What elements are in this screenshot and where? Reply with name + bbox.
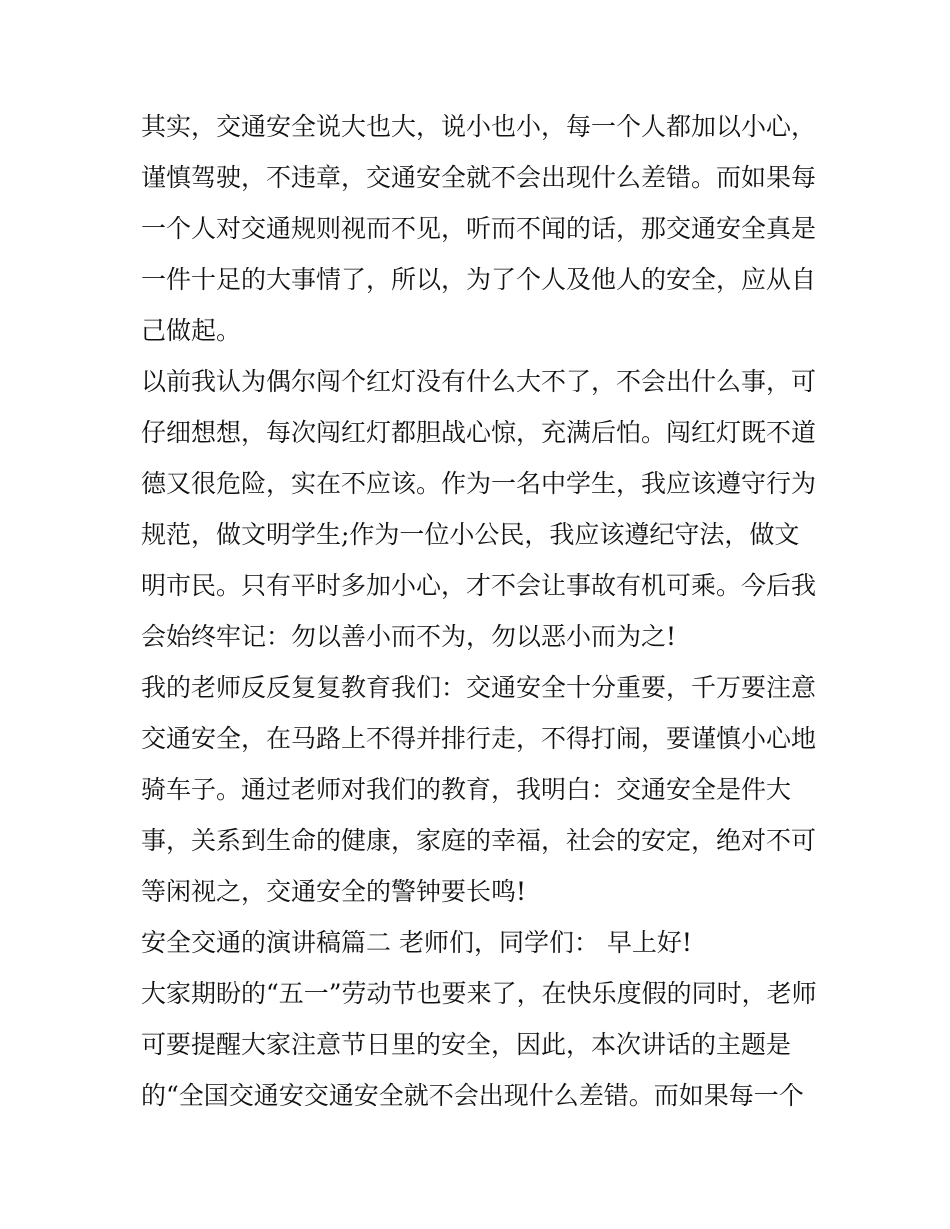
- text-line-15: 事，关系到生命的健康，家庭的幸福，社会的安定，绝对不可: [141, 826, 817, 855]
- text-line-10: 明市民。只有平时多加小心，才不会让事故有机可乘。今后我: [141, 571, 817, 600]
- text-line-11: 会始终牢记：勿以善小而不为，勿以恶小而为之!: [141, 622, 677, 651]
- text-line-5: 己做起。: [141, 316, 242, 345]
- text-line-19: 可要提醒大家注意节日里的安全，因此，本次讲话的主题是: [141, 1030, 792, 1059]
- text-line-17: 安全交通的演讲稿篇二 老师们，同学们： 早上好!: [141, 928, 692, 957]
- text-line-12: 我的老师反反复复教育我们：交通安全十分重要，千万要注意: [141, 673, 817, 702]
- text-line-18: 大家期盼的“五一”劳动节也要来了，在快乐度假的同时，老师: [141, 979, 817, 1008]
- text-line-4: 一件十足的大事情了，所以，为了个人及他人的安全，应从自: [141, 265, 817, 294]
- text-line-16: 等闲视之，交通安全的警钟要长鸣!: [141, 877, 527, 906]
- text-line-2: 谨慎驾驶，不违章，交通安全就不会出现什么差错。而如果每: [141, 163, 817, 192]
- text-line-8: 德又很危险，实在不应该。作为一名中学生，我应该遵守行为: [141, 469, 817, 498]
- text-line-20: 的“全国交通安交通安全就不会出现什么差错。而如果每一个: [141, 1081, 804, 1110]
- text-line-3: 一个人对交通规则视而不见，听而不闻的话，那交通安全真是: [141, 214, 817, 243]
- text-line-13: 交通安全，在马路上不得并排行走，不得打闹，要谨慎小心地: [141, 724, 817, 753]
- text-line-7: 仔细想想，每次闯红灯都胆战心惊，充满后怕。闯红灯既不道: [141, 418, 817, 447]
- text-line-9: 规范，做文明学生;作为一位小公民，我应该遵纪守法，做文: [141, 520, 800, 549]
- text-line-14: 骑车子。通过老师对我们的教育，我明白：交通安全是件大: [141, 775, 792, 804]
- text-line-6: 以前我认为偶尔闯个红灯没有什么大不了，不会出什么事，可: [141, 367, 817, 396]
- text-line-1: 其实，交通安全说大也大，说小也小，每一个人都加以小心，: [141, 112, 817, 141]
